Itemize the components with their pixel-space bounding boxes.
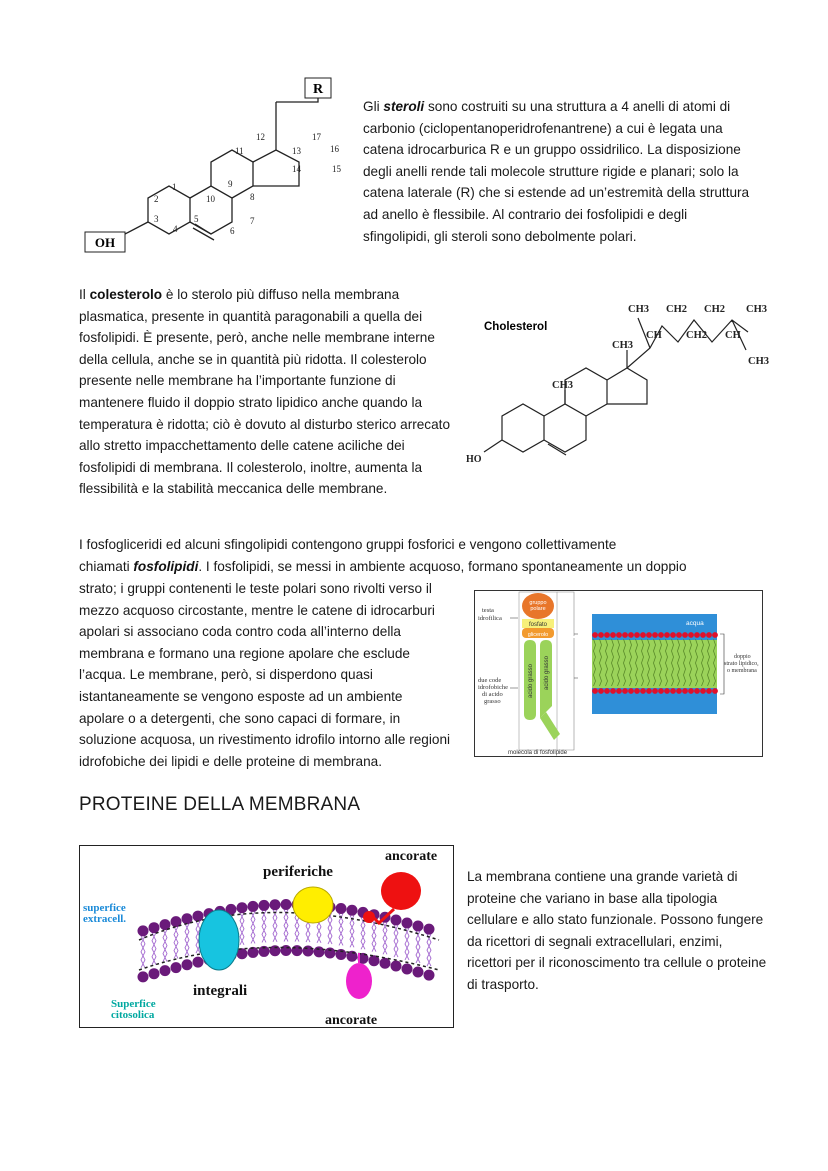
lipid-head	[694, 632, 700, 638]
outer-lipid-head	[391, 915, 402, 926]
ch3-label: CH3	[552, 380, 573, 391]
atom-number: 5	[194, 214, 199, 224]
svg-text:extracell.: extracell.	[83, 913, 127, 925]
outer-lipid-head	[347, 905, 358, 916]
inner-lipid-head	[413, 967, 424, 978]
inner-lipid-head	[160, 965, 171, 976]
ch2-label: CH2	[704, 304, 725, 315]
r-label: R	[312, 82, 324, 97]
atom-number: 1	[172, 182, 177, 192]
lipid-head	[712, 632, 718, 638]
lipid-head	[640, 688, 646, 694]
lipid-head	[706, 688, 712, 694]
atom-number: 14	[292, 164, 301, 174]
outer-lipid-head	[402, 917, 413, 928]
lipid-head	[598, 632, 604, 638]
peripheral-protein	[293, 887, 333, 923]
svg-text:molecola di fosfolipide: molecola di fosfolipide	[508, 750, 568, 756]
lipid-head	[670, 632, 676, 638]
svg-text:di acido: di acido	[482, 691, 503, 698]
lipid-head	[628, 688, 634, 694]
lipid-head	[604, 688, 610, 694]
lipid-head	[694, 688, 700, 694]
superfice-cito-label: Superfice	[111, 998, 156, 1010]
lipid-head	[664, 632, 670, 638]
cholesterol-structure-figure	[462, 290, 780, 480]
atom-number: 11	[235, 146, 244, 156]
ho-label: HO	[466, 454, 482, 465]
ch-label: CH	[725, 330, 741, 341]
atom-number: 12	[256, 132, 265, 142]
lipid-head	[616, 688, 622, 694]
outer-lipid-head	[424, 924, 435, 935]
atom-number: 6	[230, 226, 235, 236]
svg-text:due code: due code	[478, 677, 502, 684]
atom-number: 7	[250, 216, 255, 226]
cholesterol-title: Cholesterol	[484, 321, 548, 333]
periferiche-label: periferiche	[263, 864, 333, 880]
outer-lipid-head	[138, 925, 149, 936]
steroli-paragraph: Gli steroli sono costruiti su una struttura a 4 anelli di atomi di carbonio (ciclopentanoperidrofenantrene) a cui è legata una catena idrocarburica R e un gruppo ossidrilico. La disposizione degli anelli rende tali molecole strutture rigide e planari; solo la catena laterale (R) che si estende ad un’estremità della struttura ad anello è flessibile. Al contrario dei fosfolipidi e degli sfingolipidi, gli steroli sono debolmente polari.	[363, 99, 750, 244]
lipid-head	[652, 632, 658, 638]
lipid-head	[628, 632, 634, 638]
outer-lipid-head	[248, 901, 259, 912]
inner-lipid-head	[182, 959, 193, 970]
ancorate-top-label: ancorate	[385, 849, 438, 864]
lipid-head	[610, 688, 616, 694]
lipid-head	[646, 688, 652, 694]
lipid-head	[622, 688, 628, 694]
atom-number: 10	[206, 194, 215, 204]
atom-number: 16	[330, 144, 339, 154]
lipid-heads-bottom	[592, 688, 718, 694]
lipid-head	[658, 632, 664, 638]
fosfo-line-2: chiamati fosfolipidi. I fosfolipidi, se messi in ambiente acquoso, formano spontaneamente un doppio	[79, 559, 687, 574]
lipid-head	[688, 632, 694, 638]
ch3-label: CH3	[628, 304, 649, 315]
inner-lipid-head	[325, 947, 336, 958]
inner-lipid-head	[281, 945, 292, 956]
ch3-label: CH3	[748, 356, 769, 367]
anchored-protein-top	[381, 872, 421, 910]
lipid-head	[664, 688, 670, 694]
colesterolo-paragraph: Il colesterolo è lo sterolo più diffuso nella membrana plasmatica, presente in quantità paragonabili a quella dei fosfolipidi. È presente, però, anche nelle membrane interne della cellula, anche se in quantità più ridotta. Il colesterolo presente nelle membrane ha l’importante funzione di mantenere fluido il doppio strato lipidico anche quando la temperatura è ridotta; ciò è dovuto al disturbo sterico arrecato allo stretto impacchettamento delle catene aciliche dei fosfolipidi di membrana. Il colesterolo, inoltre, aumenta la flessibilità e la stabilità meccanica delle membrane.	[79, 287, 451, 497]
lipid-head	[622, 632, 628, 638]
inner-lipid-head	[138, 971, 149, 982]
atom-number: 2	[154, 194, 159, 204]
inner-lipid-head	[292, 945, 303, 956]
svg-text:o membrana: o membrana	[727, 668, 757, 674]
inner-lipid-head	[171, 962, 182, 973]
svg-text:idrofilica: idrofilica	[478, 615, 502, 622]
oh-label: OH	[94, 235, 116, 250]
lipid-head	[658, 688, 664, 694]
outer-lipid-head	[281, 899, 292, 910]
inner-lipid-head	[314, 946, 325, 957]
colesterolo-term: colesterolo	[89, 287, 163, 302]
lipid-head	[616, 632, 622, 638]
svg-text:acido grasso: acido grasso	[528, 663, 534, 698]
lipid-head	[688, 688, 694, 694]
atom-number: 9	[228, 179, 233, 189]
lipid-head	[676, 632, 682, 638]
ch-label: CH	[646, 330, 662, 341]
atom-number: 13	[292, 146, 301, 156]
ch3-label: CH3	[612, 340, 633, 351]
atom-number: 3	[154, 214, 159, 224]
lipid-head	[676, 688, 682, 694]
ch3-label: CH3	[746, 304, 767, 315]
steroli-term: steroli	[383, 99, 425, 114]
lipid-head	[682, 688, 688, 694]
lipid-head	[604, 632, 610, 638]
outer-lipid-head	[336, 903, 347, 914]
atom-number: 17	[312, 132, 321, 142]
lipid-head	[700, 688, 706, 694]
outer-lipid-head	[270, 899, 281, 910]
svg-text:gruppo: gruppo	[529, 600, 547, 606]
integrali-label: integrali	[193, 983, 248, 999]
svg-text:doppio: doppio	[734, 654, 751, 660]
outer-lipid-head	[413, 921, 424, 932]
lipid-head	[598, 688, 604, 694]
integral-protein	[199, 910, 239, 970]
svg-text:idrofobiche: idrofobiche	[478, 684, 508, 691]
svg-text:strato lipidico,: strato lipidico,	[724, 661, 759, 667]
phospholipid-bilayer-figure	[474, 590, 764, 758]
inner-lipid-head	[380, 958, 391, 969]
svg-text:acido grasso: acido grasso	[544, 655, 550, 690]
outer-lipid-head	[237, 902, 248, 913]
lipid-head	[706, 632, 712, 638]
inner-lipid-head	[424, 970, 435, 981]
section-title: PROTEINE DELLA MEMBRANA	[79, 794, 361, 815]
lipid-head	[682, 632, 688, 638]
membrane-proteins-figure	[79, 845, 455, 1029]
inner-lipid-head	[149, 968, 160, 979]
atom-number: 4	[173, 224, 178, 234]
anchored-protein-bottom	[346, 963, 372, 999]
inner-lipid-head	[193, 957, 204, 968]
fosfo-paragraph: strato; i gruppi contenenti le teste polari sono rivolti verso il mezzo acquoso circostante, mentre le catene di idrocarburi apolari si associano coda contro coda all’interno della membrana e formano una regione apolare che esclude l’acqua. Le membrane, però, si disperdono quasi istantaneamente se vengono esposte ad un ambiente apolare o a detergenti, che sono capaci di formare, in soluzione acquosa, un rivestimento idrofilo intorno alle regioni idrofobiche dei lipidi e delle proteine di membrana.	[79, 581, 451, 769]
svg-text:acqua: acqua	[686, 620, 704, 627]
fosfo-line-1: I fosfogliceridi ed alcuni sfingolipidi contengono gruppi fosforici e vengono collettivamente	[79, 537, 617, 552]
lipid-head	[652, 688, 658, 694]
outer-lipid-head	[149, 922, 160, 933]
lipid-head	[646, 632, 652, 638]
ancorate-bottom-label: ancorate	[325, 1013, 378, 1028]
svg-text:testa: testa	[482, 607, 494, 614]
steroid-skeleton-figure	[80, 72, 360, 262]
lipid-head	[670, 688, 676, 694]
lipid-head	[634, 688, 640, 694]
lipid-head	[712, 688, 718, 694]
lipid-heads-top	[592, 632, 718, 638]
superfice-ext-label: superfice	[83, 902, 126, 914]
lipid-head	[700, 632, 706, 638]
svg-text:fosfato: fosfato	[528, 622, 548, 628]
lipid-head	[640, 632, 646, 638]
ch2-label: CH2	[666, 304, 687, 315]
inner-lipid-head	[402, 963, 413, 974]
atom-number: 8	[250, 192, 255, 202]
fosfolipidi-term: fosfolipidi	[133, 559, 199, 574]
ch2-label: CH2	[686, 330, 707, 341]
outer-lipid-head	[259, 900, 270, 911]
svg-text:polare: polare	[530, 606, 546, 612]
proteine-paragraph: La membrana contiene una grande varietà di proteine che variano in base alla tipologia cellulare e allo stato funzionale. Possono fungere da ricettori di segnali extracellulari, enzimi, ricettori per il riconoscimento tra cellule o proteine di trasporto.	[467, 869, 767, 992]
svg-text:glicerolo: glicerolo	[527, 632, 549, 638]
lipid-head	[592, 688, 598, 694]
lipid-head	[592, 632, 598, 638]
svg-text:grasso: grasso	[484, 698, 501, 705]
atom-number: 15	[332, 164, 341, 174]
inner-lipid-head	[391, 961, 402, 972]
svg-text:citosolica: citosolica	[111, 1009, 155, 1021]
lipid-head	[610, 632, 616, 638]
inner-lipid-head	[303, 946, 314, 957]
lipid-head	[634, 632, 640, 638]
